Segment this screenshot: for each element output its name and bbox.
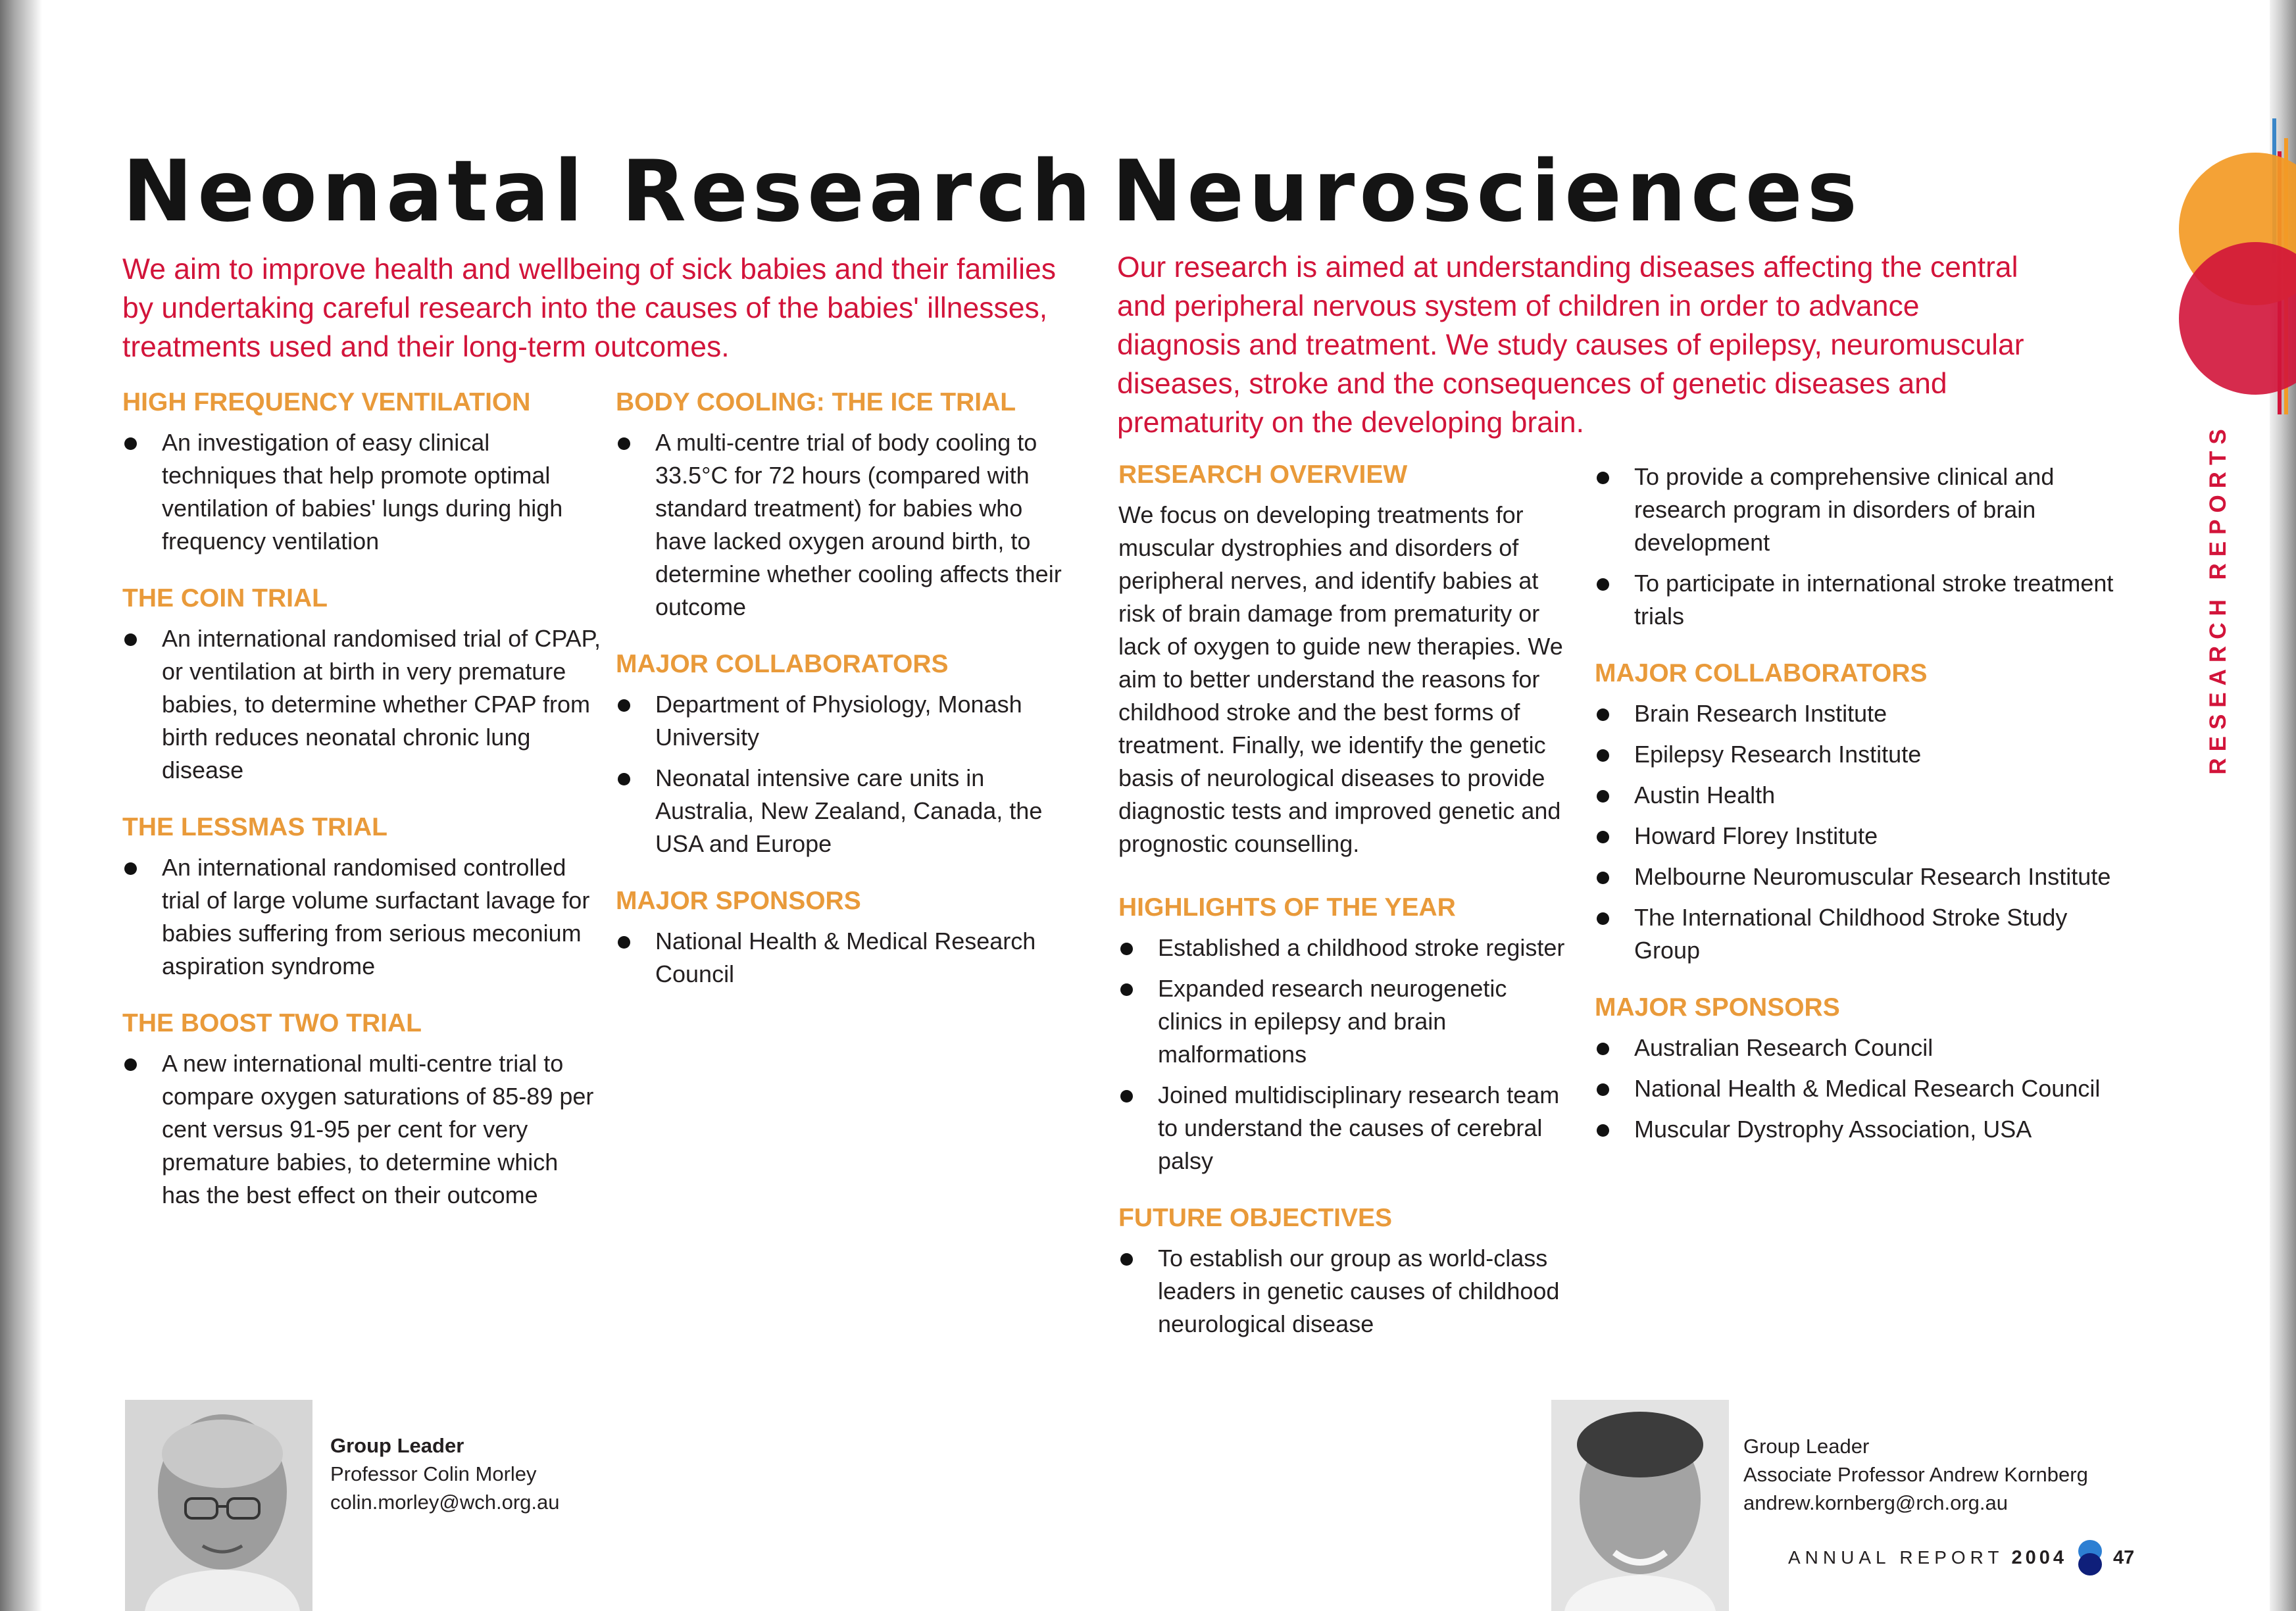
group-leader-neurosciences xyxy=(1743,1432,2088,1517)
list-item: To establish our group as world-class leaders in genetic causes of childhood neurological disease xyxy=(1118,1242,1572,1341)
section-heading: MAJOR SPONSORS xyxy=(1595,993,1840,1022)
list-item: An investigation of easy clinical techniques that help promote optimal ventilation of babies' lungs during high frequency ventilation xyxy=(122,426,603,558)
group-leader-email: colin.morley@wch.org.au xyxy=(330,1491,560,1514)
rch-logo-icon xyxy=(2076,1538,2104,1577)
neonatal-column-2 xyxy=(616,387,1076,1016)
group-leader-email: andrew.kornberg@rch.org.au xyxy=(1743,1491,2008,1514)
list-item: To provide a comprehensive clinical and research program in disorders of brain development xyxy=(1595,460,2121,559)
book-spine-shadow xyxy=(0,0,42,1611)
neonatal-column-1 xyxy=(122,387,603,1237)
group-leader-name: Associate Professor Andrew Kornberg xyxy=(1743,1463,2088,1486)
section-heading: MAJOR COLLABORATORS xyxy=(616,650,949,678)
section-heading: THE LESSMAS TRIAL xyxy=(122,813,388,841)
page-number: 47 xyxy=(2113,1547,2135,1568)
bullet-list xyxy=(1595,1031,2121,1146)
intro-neurosciences: Our research is aimed at understanding diseases affecting the central and peripheral nervous system of children in order to advance diagnosis and treatment. We study causes of epilepsy, neuromuscular diseases, stroke and the consequences of genetic diseases and prematurity on the developing brain. xyxy=(1117,251,2024,439)
list-item: The International Childhood Stroke Study Group xyxy=(1595,901,2121,967)
bullet-list xyxy=(1118,931,1572,1177)
list-item: Melbourne Neuromuscular Research Institute xyxy=(1595,860,2121,893)
list-item: Department of Physiology, Monash University xyxy=(616,688,1076,754)
research-overview-text: We focus on developing treatments for muscular dystrophies and disorders of peripheral nerves, and identify babies at risk of brain damage from prematurity or lack of oxygen to guide new therapies. We aim to better understand the reasons for childhood stroke and the best forms of treatment. Finally, we identify the genetic basis of neurological diseases to provide diagnostic tests and improved genetic and prognostic counselling. xyxy=(1118,501,1563,857)
bullet-list xyxy=(616,688,1076,860)
list-item: National Health & Medical Research Council xyxy=(1595,1072,2121,1105)
section-heading: RESEARCH OVERVIEW xyxy=(1118,460,1408,489)
list-item: An international randomised controlled trial of large volume surfactant lavage for babies suffering from serious meconium aspiration syndrome xyxy=(122,851,603,983)
list-item: Australian Research Council xyxy=(1595,1031,2121,1064)
list-item: Expanded research neurogenetic clinics in epilepsy and brain malformations xyxy=(1118,972,1572,1071)
bullet-list xyxy=(122,426,603,558)
page-footer xyxy=(1788,1538,2134,1577)
bullet-list xyxy=(616,925,1076,991)
section-heading: BODY COOLING: THE ICE TRIAL xyxy=(616,388,1016,416)
list-item: Neonatal intensive care units in Australia, New Zealand, Canada, the USA and Europe xyxy=(616,762,1076,860)
list-item: Howard Florey Institute xyxy=(1595,820,2121,853)
list-item: Brain Research Institute xyxy=(1595,697,2121,730)
group-leader-photo-kornberg xyxy=(1551,1400,1729,1611)
section-heading: HIGHLIGHTS OF THE YEAR xyxy=(1118,893,1456,922)
bullet-list xyxy=(122,1047,603,1212)
bullet-list xyxy=(122,622,603,787)
list-item: Epilepsy Research Institute xyxy=(1595,738,2121,771)
list-item: To participate in international stroke treatment trials xyxy=(1595,567,2121,633)
list-item: Austin Health xyxy=(1595,779,2121,812)
bullet-list xyxy=(1595,697,2121,967)
group-leader-neonatal xyxy=(330,1431,560,1516)
neuro-column-1 xyxy=(1118,459,1572,1366)
bullet-list xyxy=(1595,460,2121,633)
bullet-list xyxy=(1118,1242,1572,1341)
intro-neonatal: We aim to improve health and wellbeing of sick babies and their families by undertaking careful research into the causes of the babies' illnesses, treatments used and their long-term outcomes. xyxy=(122,253,1056,363)
list-item: An international randomised trial of CPAP, or ventilation at birth in very premature babies, to determine whether CPAP from birth reduces neonatal chronic lung disease xyxy=(122,622,603,787)
section-heading: MAJOR SPONSORS xyxy=(616,887,861,915)
group-leader-name: Professor Colin Morley xyxy=(330,1462,537,1485)
footer-report-label: ANNUAL REPORT xyxy=(1788,1547,2004,1568)
list-item: A new international multi-centre trial to compare oxygen saturations of 85-89 per cent versus 91-95 per cent for very premature babies, to determine which has the best effect on their outcome xyxy=(122,1047,603,1212)
list-item: National Health & Medical Research Council xyxy=(616,925,1076,991)
list-item: Joined multidisciplinary research team to understand the causes of cerebral palsy xyxy=(1118,1079,1572,1177)
group-leader-label: Group Leader xyxy=(330,1434,464,1457)
page-title-neurosciences: Neurosciences xyxy=(1112,143,1862,241)
list-item: A multi-centre trial of body cooling to 33.5°C for 72 hours (compared with standard treatment) for babies who have lacked oxygen around birth, to determine whether cooling affects their outcome xyxy=(616,426,1076,624)
group-leader-label: Group Leader xyxy=(1743,1435,1870,1458)
bullet-list xyxy=(122,851,603,983)
page-title-neonatal: Neonatal Research xyxy=(122,143,1096,241)
list-item: Muscular Dystrophy Association, USA xyxy=(1595,1113,2121,1146)
bullet-list xyxy=(616,426,1076,624)
section-heading: THE BOOST TWO TRIAL xyxy=(122,1009,422,1037)
list-item: Established a childhood stroke register xyxy=(1118,931,1572,964)
footer-year: 2004 xyxy=(2011,1547,2068,1568)
section-heading: FUTURE OBJECTIVES xyxy=(1118,1204,1393,1232)
section-heading: THE COIN TRIAL xyxy=(122,584,328,612)
section-heading: HIGH FREQUENCY VENTILATION xyxy=(122,388,531,416)
neuro-column-2 xyxy=(1595,460,2121,1171)
side-tab-label: RESEARCH REPORTS xyxy=(2205,422,2231,775)
section-heading: MAJOR COLLABORATORS xyxy=(1595,659,1928,687)
group-leader-photo-morley xyxy=(125,1400,312,1611)
